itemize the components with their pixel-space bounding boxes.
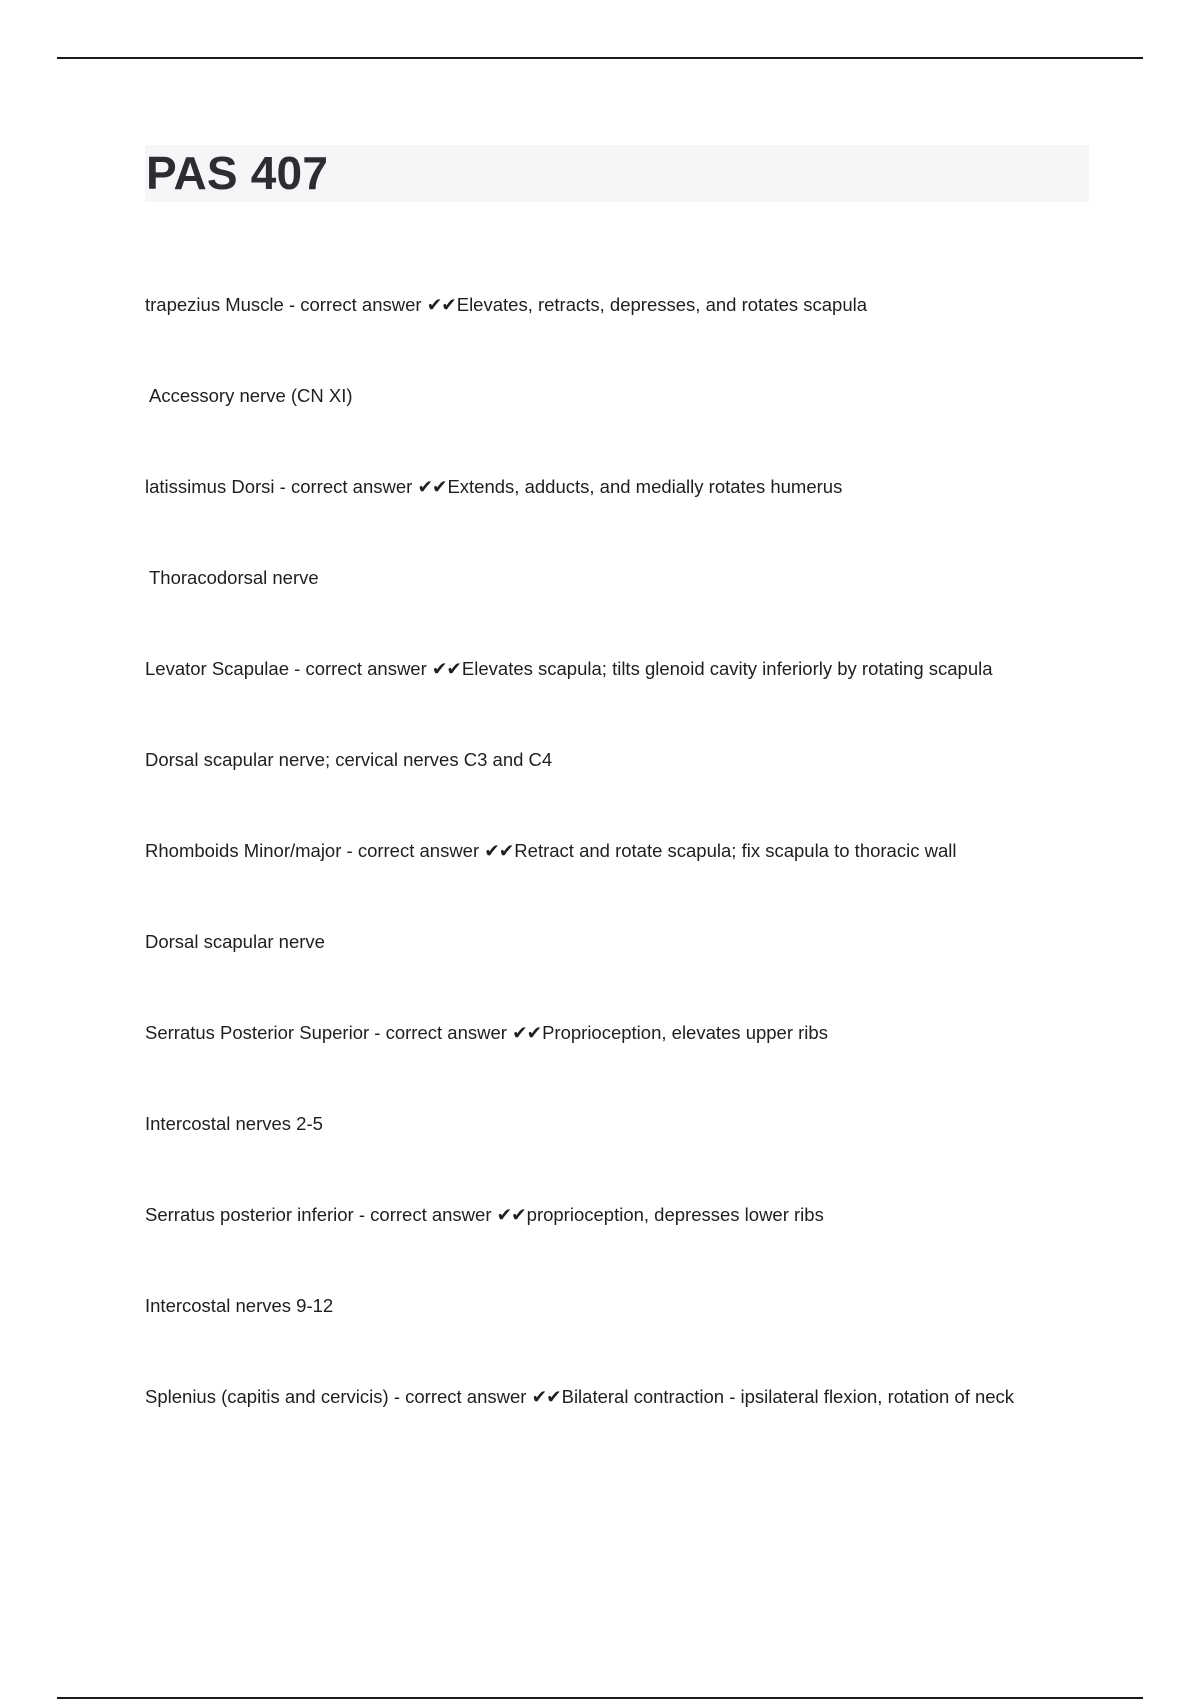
entry-definition: Proprioception, elevates upper ribs <box>542 1022 828 1043</box>
list-item <box>145 1201 1075 1229</box>
list-item-answer: Dorsal scapular nerve; cervical nerves C3 and C4 <box>145 749 553 770</box>
entry-list <box>145 291 1075 1411</box>
entry-separator: - correct answer <box>388 1386 532 1407</box>
check-mark-icon: ✔✔ <box>512 1022 542 1043</box>
bottom-rule <box>57 1697 1143 1699</box>
check-mark-icon: ✔✔ <box>531 1386 561 1407</box>
check-mark-icon: ✔✔ <box>484 840 514 861</box>
entry-separator: - correct answer <box>369 1022 513 1043</box>
list-item <box>145 655 1075 683</box>
entry-term: Splenius (capitis and cervicis) <box>145 1386 389 1407</box>
list-item <box>145 291 1075 319</box>
entry-definition: Retract and rotate scapula; fix scapula to thoracic wall <box>514 840 957 861</box>
entry-definition: Extends, adducts, and medially rotates humerus <box>447 476 843 497</box>
entry-separator: - correct answer <box>353 1204 497 1225</box>
entry-term: Rhomboids Minor/major <box>145 840 342 861</box>
list-item-answer: Intercostal nerves 2-5 <box>145 1113 323 1134</box>
entry-term: trapezius Muscle <box>145 294 284 315</box>
list-item <box>145 473 1075 501</box>
check-mark-icon: ✔✔ <box>426 294 456 315</box>
list-item-answer: Intercostal nerves 9-12 <box>145 1295 334 1316</box>
list-item-answer: Thoracodorsal nerve <box>149 567 319 588</box>
entry-term: Serratus posterior inferior <box>145 1204 354 1225</box>
entry-term: latissimus Dorsi <box>145 476 275 497</box>
top-rule <box>57 57 1143 59</box>
entry-separator: - correct answer <box>274 476 418 497</box>
entry-definition: Elevates, retracts, depresses, and rotates scapula <box>456 294 868 315</box>
list-item-answer: Accessory nerve (CN XI) <box>149 385 353 406</box>
entry-term: Serratus Posterior Superior <box>145 1022 370 1043</box>
list-item <box>145 1019 1075 1047</box>
entry-term: Levator Scapulae <box>145 658 289 679</box>
check-mark-icon: ✔✔ <box>431 658 461 679</box>
entry-separator: - correct answer <box>341 840 485 861</box>
list-item <box>145 1383 1075 1411</box>
check-mark-icon: ✔✔ <box>496 1204 526 1225</box>
list-item-answer: Dorsal scapular nerve <box>145 931 325 952</box>
entry-separator: - correct answer <box>289 658 432 679</box>
entry-definition: Elevates scapula; tilts glenoid cavity inferiorly by rotating scapula <box>461 658 993 679</box>
entry-definition: proprioception, depresses lower ribs <box>526 1204 824 1225</box>
page-title: PAS 407 <box>146 147 329 199</box>
entry-definition: Bilateral contraction - ipsilateral flexion, rotation of neck <box>561 1386 1015 1407</box>
list-item <box>145 837 1075 865</box>
entry-separator: - correct answer <box>283 294 427 315</box>
check-mark-icon: ✔✔ <box>417 476 447 497</box>
